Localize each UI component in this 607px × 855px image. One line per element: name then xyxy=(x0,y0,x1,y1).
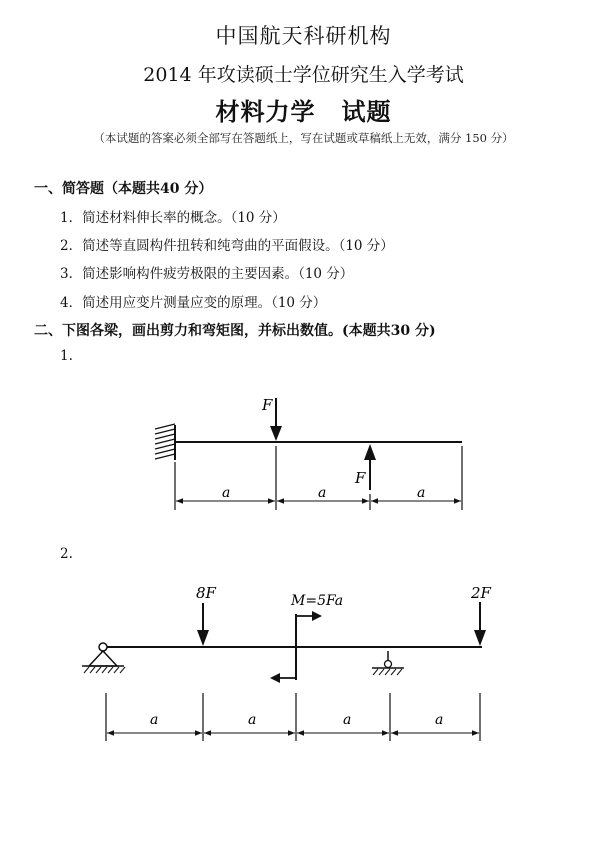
figure1-beam-diagram xyxy=(155,396,462,510)
dim-label: a xyxy=(318,485,327,501)
question-2: 2．简述等直圆构件扭转和纯弯曲的平面假设。（10 分） xyxy=(60,238,394,254)
question-3: 3．简述影响构件疲劳极限的主要因素。（10 分） xyxy=(60,266,354,282)
exam-note: （本试题的答案必须全部写在答题纸上，写在试题或草稿纸上无效，满分 150 分） xyxy=(93,131,514,145)
load-label-2f: 2F xyxy=(471,584,491,602)
figure2-label: 2. xyxy=(60,546,73,562)
figure2-beam-diagram xyxy=(82,584,492,741)
question-1: 1．简述材料伸长率的概念。（10 分） xyxy=(60,210,286,226)
subject-suffix: 试题 xyxy=(341,97,392,126)
roller-support-icon xyxy=(372,651,404,675)
load-label-top: F xyxy=(262,396,273,414)
dim-label: a xyxy=(222,485,231,501)
dim-label: a xyxy=(248,712,257,728)
institution-title: 中国航天科研机构 xyxy=(215,24,392,48)
dim-label: a xyxy=(435,712,444,728)
exam-title: 2014 年攻读硕士学位研究生入学考试 xyxy=(143,64,464,86)
dim-label: a xyxy=(150,712,159,728)
figure1-label: 1. xyxy=(60,348,73,364)
question-4: 4．简述用应变片测量应变的原理。（10 分） xyxy=(60,295,327,311)
up-arrow-icon xyxy=(364,444,376,490)
dim-label: a xyxy=(343,712,352,728)
down-arrow-icon xyxy=(197,603,209,646)
section1-title: 一、简答题（本题共40 分） xyxy=(34,181,213,197)
dim-label: a xyxy=(417,485,426,501)
load-label-bottom: F xyxy=(355,469,366,487)
section2-title: 二、下图各梁，画出剪力和弯矩图，并标出数值。(本题共30 分) xyxy=(34,323,436,339)
load-label-8f: 8F xyxy=(196,584,216,602)
moment-label: M=5Fa xyxy=(291,593,344,609)
subject-name: 材料力学 xyxy=(215,97,316,126)
down-arrow-icon xyxy=(474,602,486,646)
fixed-support-icon xyxy=(155,424,175,460)
